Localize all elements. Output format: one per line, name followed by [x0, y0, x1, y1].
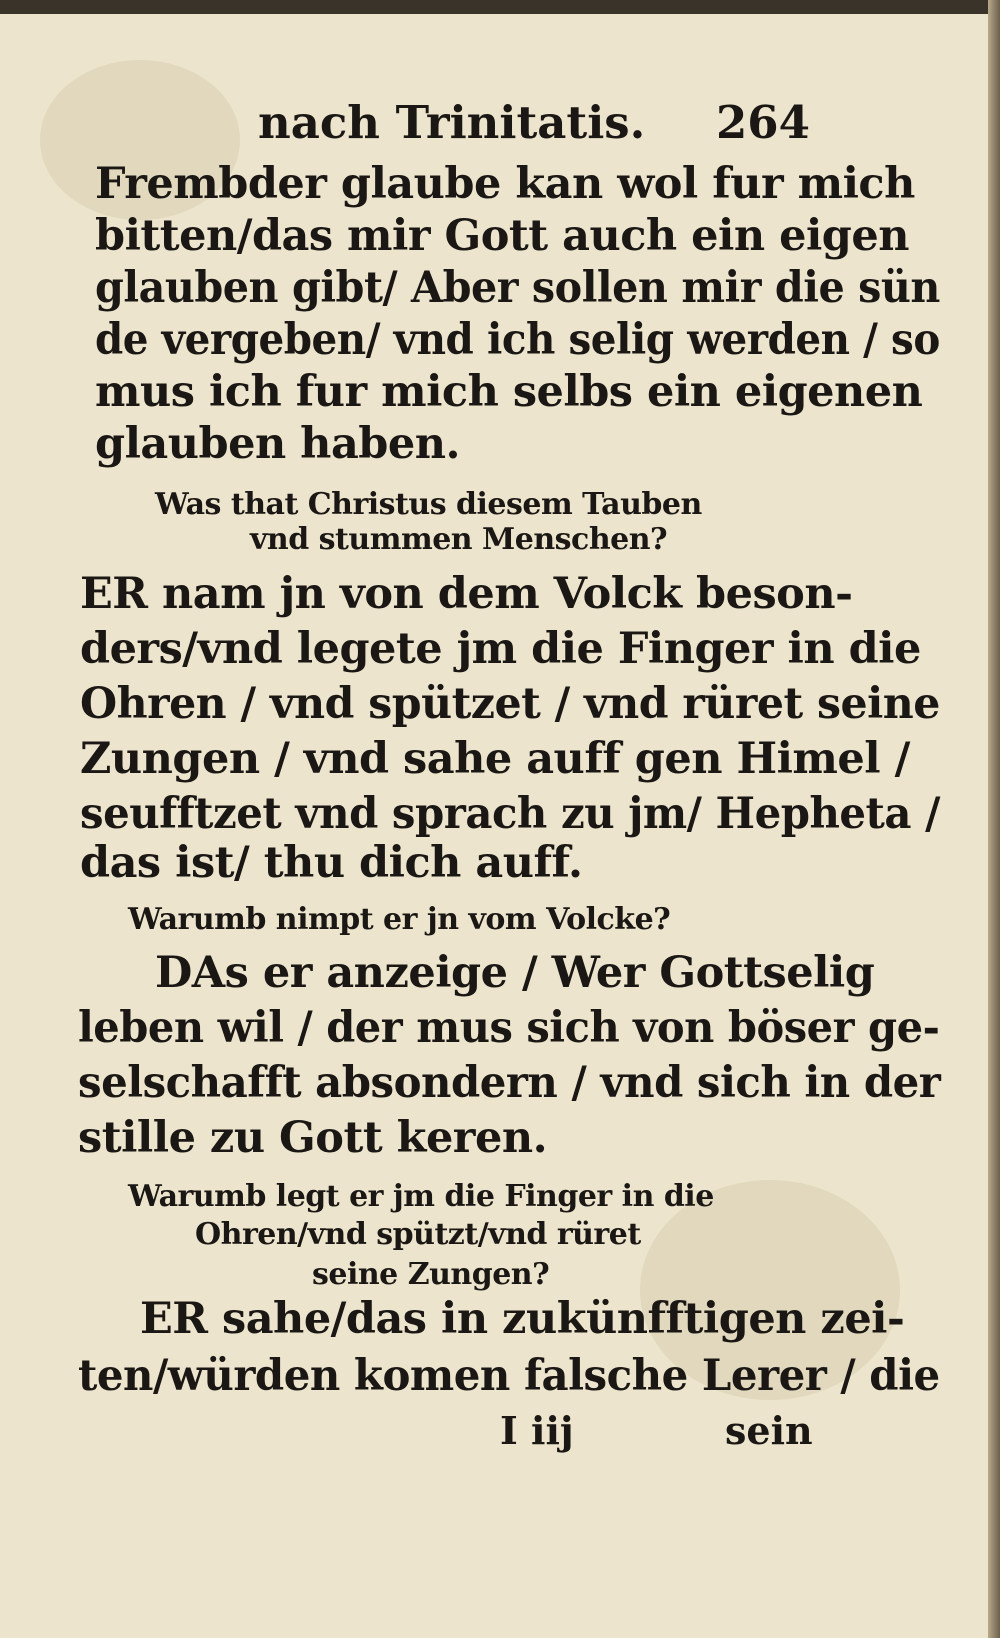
text-line: ders/vnd legete jm die Finger in die	[80, 624, 921, 674]
question-line: Warumb nimpt er jn vom Volcke?	[128, 902, 671, 937]
running-head: nach Trinitatis.	[258, 96, 646, 149]
catchword: sein	[725, 1408, 813, 1453]
question-line: Warumb legt er jm die Finger in die	[128, 1179, 714, 1214]
page-right-edge	[988, 0, 1000, 1638]
question-line: Ohren/vnd spützt/vnd rüret	[195, 1217, 641, 1252]
text-line: Zungen / vnd sahe auff gen Himel /	[80, 734, 910, 784]
signature-mark: I iij	[500, 1408, 574, 1453]
text-line: Frembder glaube kan wol fur mich	[95, 159, 915, 209]
page-top-edge	[0, 0, 1000, 14]
text-line: bitten/das mir Gott auch ein eigen	[95, 211, 909, 261]
question-line: vnd stummen Menschen?	[250, 522, 668, 557]
text-line: ten/würden komen falsche Lerer / die	[78, 1351, 940, 1401]
text-line: de vergeben/ vnd ich selig werden / so	[95, 315, 940, 365]
question-line: seine Zungen?	[312, 1257, 550, 1292]
question-line: Was that Christus diesem Tauben	[155, 487, 702, 522]
text-line: leben wil / der mus sich von böser ge-	[78, 1003, 940, 1053]
text-line: selschafft absondern / vnd sich in der	[78, 1058, 941, 1108]
page-number: 264	[716, 96, 810, 149]
text-line: Ohren / vnd spützet / vnd rüret seine	[80, 679, 940, 729]
text-line: seufftzet vnd sprach zu jm/ Hepheta /	[80, 789, 940, 839]
text-line: DAs er anzeige / Wer Gottselig	[155, 948, 875, 998]
text-line: das ist/ thu dich auff.	[80, 838, 583, 888]
text-line: glauben gibt/ Aber sollen mir die sün	[95, 263, 940, 313]
text-line: mus ich fur mich selbs ein eigenen	[95, 367, 923, 417]
text-line: stille zu Gott keren.	[78, 1113, 548, 1163]
text-line: ER nam jn von dem Volck beson-	[80, 569, 853, 619]
text-line: ER sahe/das in zukünfftigen zei-	[140, 1294, 905, 1344]
text-line: glauben haben.	[95, 419, 460, 469]
